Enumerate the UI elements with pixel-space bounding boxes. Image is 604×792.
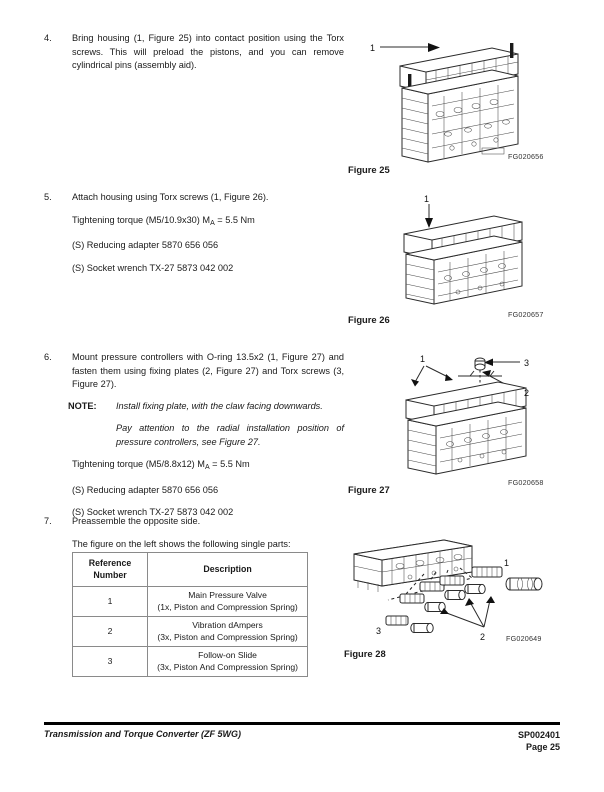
- step-5-torque-suffix: = 5.5 Nm: [214, 214, 255, 225]
- figure-28-callout-3: 3: [376, 626, 382, 636]
- figure-25-caption: Figure 25: [348, 164, 390, 175]
- step-5-text: Attach housing using Torx screws (1, Figure 26).: [72, 192, 269, 202]
- step-6-text: Mount pressure controllers with O-ring 13.5x2 (1, Figure 27) and fasten them using fixing plates (2, Figure 27) and Torx screws (3, Figure 27).: [72, 352, 344, 389]
- step-5-torque-prefix: Tightening torque (M5/10.9x30) M: [72, 214, 211, 225]
- figure-25: [348, 30, 562, 175]
- figure-28-caption: Figure 28: [344, 648, 386, 659]
- figure-26-code: FG020657: [508, 310, 544, 319]
- step-6-torque: [72, 458, 344, 475]
- figure-27-illustration: [398, 352, 564, 482]
- step-6-torque-subscript: A: [204, 464, 210, 471]
- step-7: [44, 515, 344, 551]
- header-ref-line2: Number: [93, 569, 127, 580]
- part-3-group: [386, 616, 433, 633]
- part-detail: (3x, Piston and Compression Spring): [157, 631, 298, 642]
- step-6: [44, 351, 344, 520]
- figure-27-callout-3: 3: [524, 358, 530, 368]
- figure-26-illustration: [382, 192, 562, 312]
- figure-28-code: FG020649: [506, 634, 542, 643]
- step-5-torque-subscript: A: [210, 219, 215, 227]
- figure-26: [348, 192, 562, 325]
- footer-title: Transmission and Torque Converter (ZF 5WG): [44, 729, 242, 739]
- parts-table: [72, 552, 308, 677]
- part-name: Follow-on Slide: [198, 650, 257, 660]
- part-detail: (1x, Piston and Compression Spring): [157, 601, 298, 612]
- table-cell-reference: 1: [73, 587, 148, 617]
- step-6-torque-prefix: Tightening torque (M5/8.8x12) M: [72, 459, 205, 469]
- header-ref-line1: Reference: [88, 558, 132, 568]
- step-5: [44, 191, 344, 275]
- figure-27-callout-1: 1: [420, 354, 426, 364]
- table-cell-reference: 2: [73, 617, 148, 647]
- table-header-row: [73, 553, 308, 587]
- step-7-text: Preassemble the opposite side.: [72, 516, 201, 526]
- figure-28-callout-1: 1: [504, 558, 510, 568]
- step-4-text: Bring housing (1, Figure 25) into contact position using the Torx screws. This will preload the pistons, and you can remove cylindrical pins (assembly aid).: [72, 33, 344, 70]
- part-detail: (3x, Piston And Compression Spring): [157, 661, 299, 672]
- step-5-number: 5.: [44, 192, 52, 202]
- table-row: [73, 587, 308, 617]
- note-text-2: Pay attention to the radial installation position of pressure controllers, see Figure 27.: [116, 423, 344, 447]
- step-4-number: 4.: [44, 33, 52, 43]
- figure-26-callout-1: 1: [424, 194, 430, 204]
- part-2-group: [400, 576, 495, 627]
- step-5-torque: [72, 214, 344, 231]
- step-5-tool-2: (S) Socket wrench TX-27 5873 042 002: [72, 262, 234, 273]
- figure-28: [344, 532, 564, 659]
- figure-26-caption: Figure 26: [348, 314, 390, 325]
- table-cell-description: [148, 587, 308, 617]
- footer-page-number: Page 25: [525, 742, 560, 752]
- table-cell-reference: 3: [73, 647, 148, 677]
- table-row: [73, 617, 308, 647]
- figure-28-illustration: [344, 532, 564, 644]
- part-name: Vibration dAmpers: [192, 620, 263, 630]
- step-6-torque-suffix: = 5.5 Nm: [209, 459, 250, 469]
- table-row: [73, 647, 308, 677]
- figure-27-caption: Figure 27: [348, 484, 390, 495]
- table-header-reference-number: [73, 553, 148, 587]
- note-label: NOTE:: [68, 400, 97, 411]
- figure-27: [348, 352, 564, 495]
- table-cell-description: [148, 617, 308, 647]
- step-7-number: 7.: [44, 516, 52, 526]
- footer-doc-number: SP002401: [517, 730, 560, 740]
- table-header-description: Description: [148, 553, 308, 587]
- figure-27-callout-2: 2: [524, 388, 530, 398]
- footer-meta: [518, 729, 560, 753]
- figure-27-code: FG020658: [508, 478, 544, 487]
- figure-25-callout-1: 1: [370, 43, 376, 53]
- footer-divider: [44, 722, 560, 725]
- figure-28-callout-2: 2: [480, 632, 486, 642]
- step-4: [44, 32, 344, 73]
- step-7-intro: The figure on the left shows the following single parts:: [72, 538, 291, 549]
- figure-25-illustration: [362, 30, 562, 170]
- step-6-number: 6.: [44, 352, 52, 362]
- table-cell-description: [148, 647, 308, 677]
- part-name: Main Pressure Valve: [188, 590, 267, 600]
- step-6-tool-2: (S) Socket wrench TX-27 5873 042 002: [72, 507, 234, 517]
- note-block: [68, 400, 344, 450]
- step-6-tool-1: (S) Reducing adapter 5870 656 056: [72, 484, 219, 495]
- figure-25-code: FG020656: [508, 152, 544, 161]
- note-text-1: Install fixing plate, with the claw facing downwards.: [116, 400, 323, 411]
- step-5-tool-1: (S) Reducing adapter 5870 656 056: [72, 240, 219, 250]
